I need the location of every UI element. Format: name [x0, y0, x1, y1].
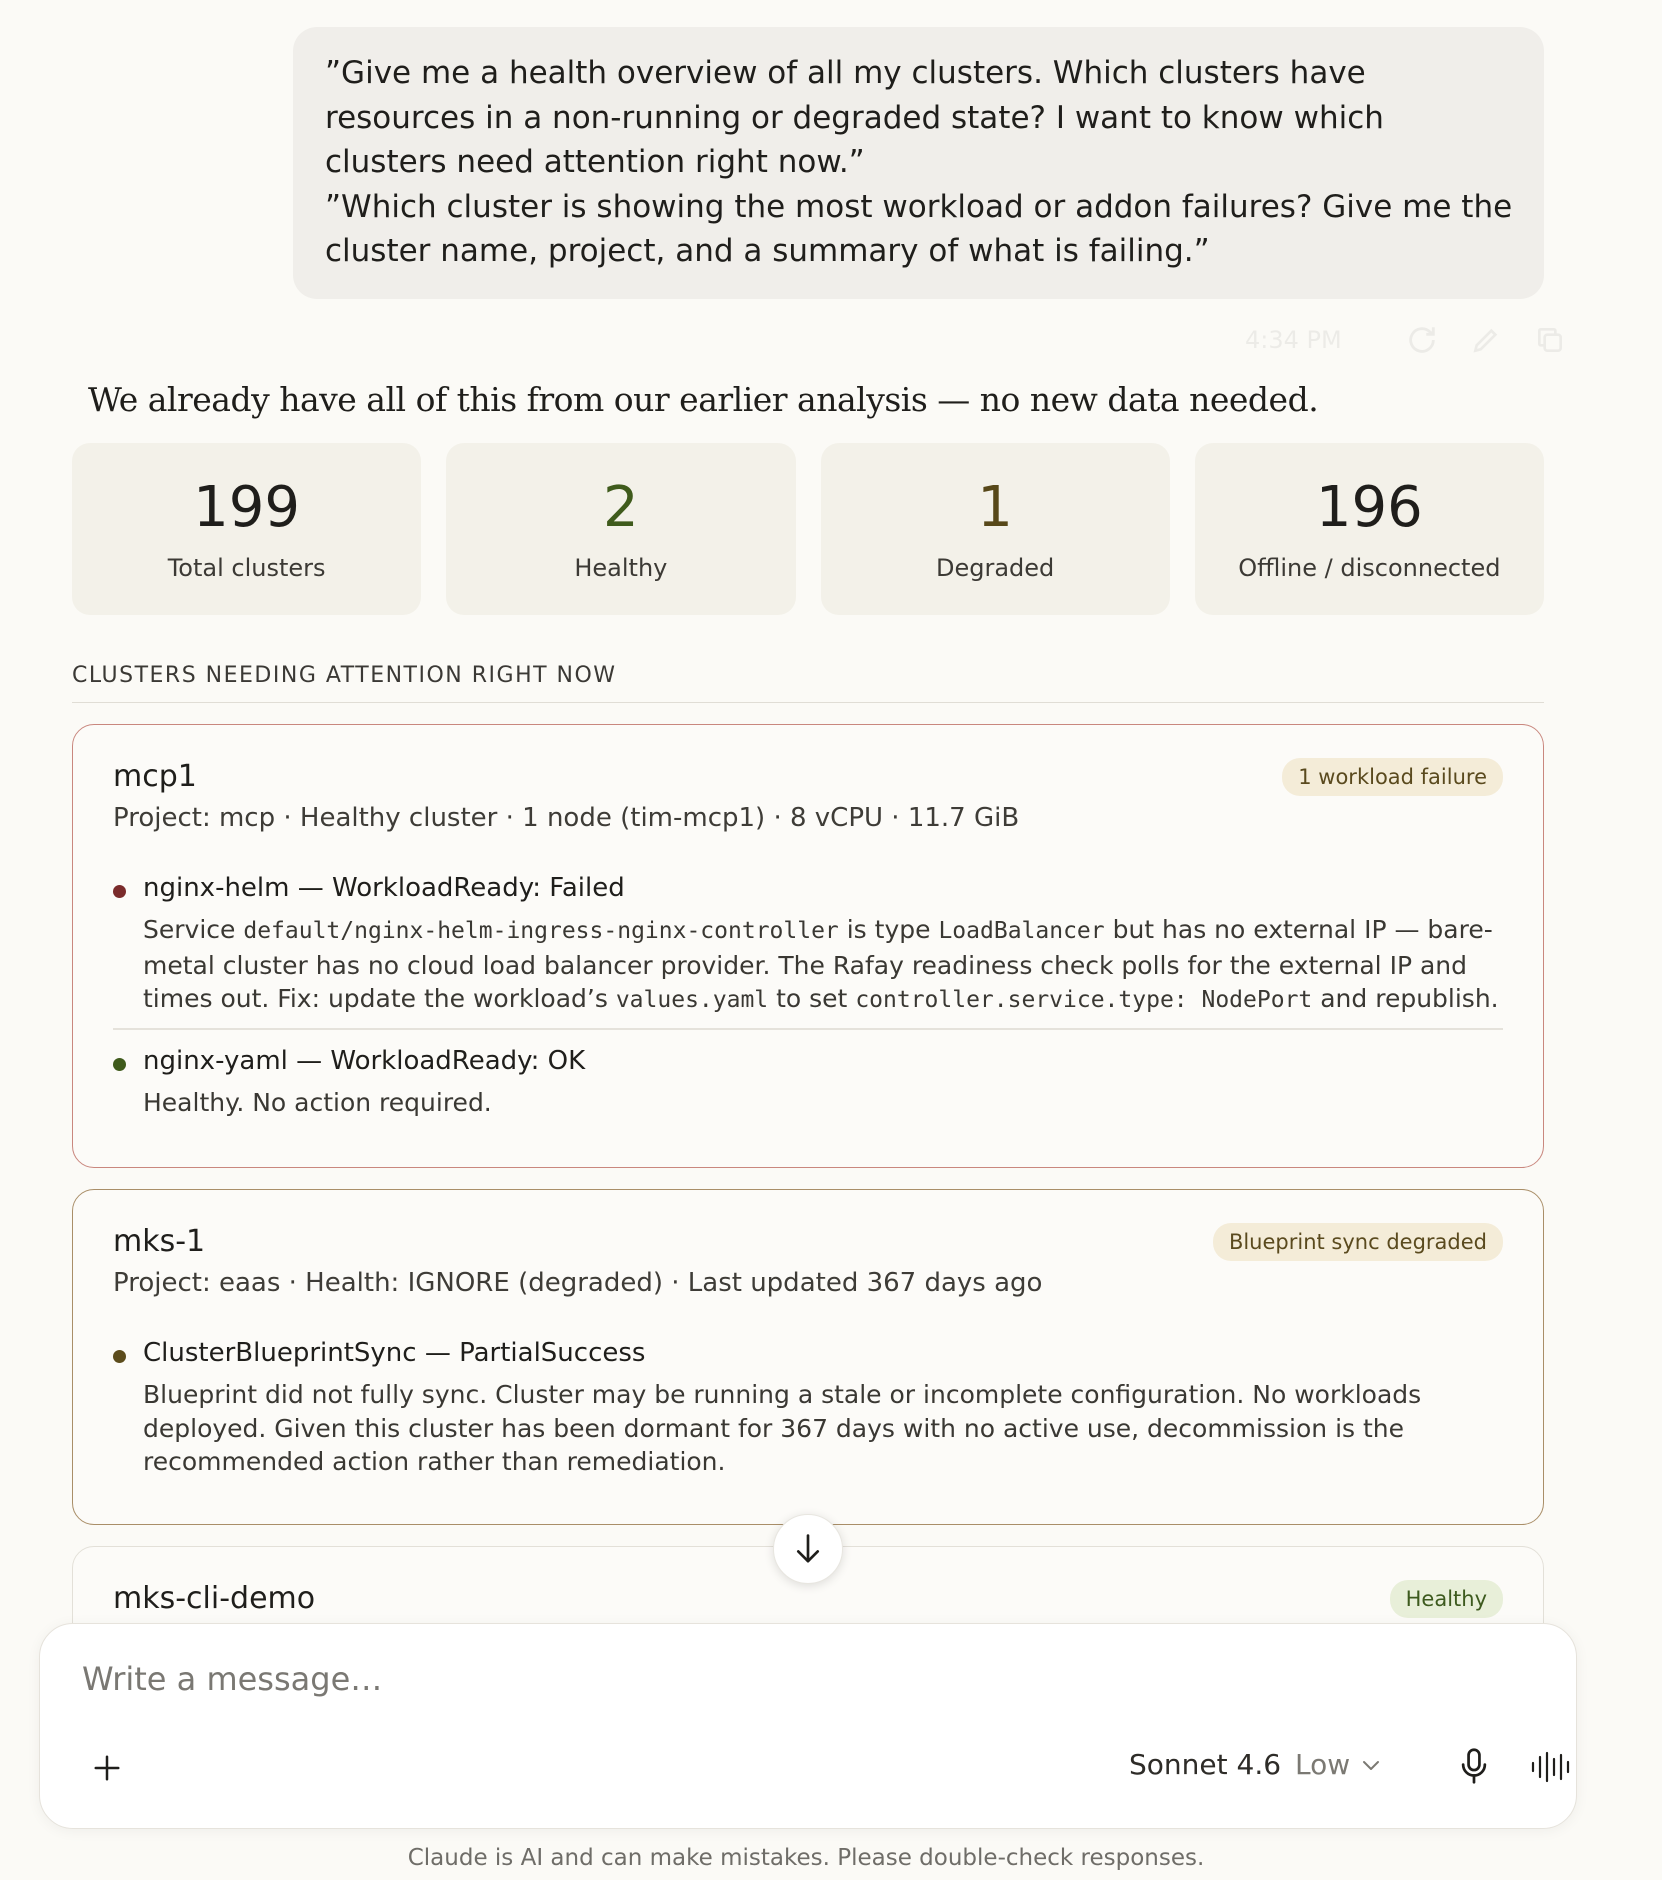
retry-icon[interactable] — [1402, 320, 1442, 360]
workload-description — [143, 913, 1503, 1018]
disclaimer: Claude is AI and can make mistakes. Please double-check responses. — [407, 1845, 1205, 1871]
desc-text: to set — [768, 984, 856, 1013]
edit-icon[interactable] — [1466, 320, 1506, 360]
desc-text: and republish. — [1312, 984, 1499, 1013]
stat-value: 1 — [977, 475, 1013, 540]
cluster-meta: Project: eaas · Health: IGNORE (degraded) · Last updated 367 days ago — [113, 1268, 1043, 1298]
cluster-card-mcp1 — [72, 724, 1544, 1168]
desc-text: Service — [143, 915, 244, 944]
desc-text: is type — [838, 915, 939, 944]
scroll-to-bottom-button[interactable] — [773, 1514, 843, 1584]
user-message-bubble — [293, 27, 1544, 299]
desc-code: LoadBalancer — [938, 918, 1105, 944]
arrow-down-icon — [793, 1532, 823, 1566]
status-badge: 1 workload failure — [1282, 758, 1503, 796]
user-message-line-1: ”Give me a health overview of all my clusters. Which clusters have resources in a non-running or degraded state? I want to know which clusters need attention right now.” — [325, 55, 1384, 180]
copy-icon[interactable] — [1530, 320, 1570, 360]
divider — [113, 1028, 1503, 1030]
workload-description: Healthy. No action required. — [143, 1088, 492, 1117]
stat-value: 199 — [193, 475, 301, 540]
assistant-intro: We already have all of this from our earlier analysis — no new data needed. — [88, 380, 1319, 419]
workload-item — [113, 1046, 1503, 1120]
workload-description: Blueprint did not fully sync. Cluster may be running a stale or incomplete configuration. No workloads deployed. Given this cluster has been dormant for 367 days with no active use, decommission is the recommended action rather than remediation. — [143, 1380, 1422, 1476]
workload-item — [113, 873, 1503, 1018]
cluster-card-mks-1 — [72, 1189, 1544, 1525]
cluster-name: mks-cli-demo — [113, 1581, 316, 1616]
desc-code: default/nginx-helm-ingress-nginx-controller — [243, 918, 839, 944]
message-input[interactable] — [82, 1654, 1482, 1704]
status-dot — [113, 1350, 126, 1363]
microphone-icon — [1460, 1747, 1488, 1785]
stat-healthy — [446, 443, 795, 615]
message-composer — [39, 1623, 1577, 1829]
dictation-button[interactable] — [1454, 1743, 1494, 1789]
stat-label: Total clusters — [167, 554, 326, 582]
chevron-down-icon — [1362, 1759, 1380, 1771]
workload-title: nginx-yaml — WorkloadReady: OK — [143, 1046, 586, 1076]
workload-item — [113, 1338, 1503, 1479]
stat-total-clusters — [72, 443, 421, 615]
message-time: 4:34 PM — [1245, 326, 1342, 354]
workload-title: nginx-helm — WorkloadReady: Failed — [143, 873, 625, 903]
stat-label: Offline / disconnected — [1238, 554, 1501, 582]
desc-code: values.yaml — [615, 987, 769, 1013]
stat-value: 2 — [603, 475, 639, 540]
stat-value: 196 — [1315, 475, 1423, 540]
stat-label: Degraded — [935, 554, 1055, 582]
model-name: Sonnet 4.6 — [1129, 1748, 1282, 1781]
model-selector[interactable] — [1129, 1748, 1380, 1781]
cluster-name: mcp1 — [113, 759, 197, 794]
model-effort: Low — [1295, 1748, 1351, 1781]
stat-degraded — [821, 443, 1170, 615]
status-dot — [113, 1058, 126, 1071]
add-attachment-button[interactable] — [84, 1745, 130, 1791]
cluster-name: mks-1 — [113, 1224, 206, 1259]
voice-waveform-icon — [1530, 1751, 1574, 1783]
desc-code: controller.service.type: NodePort — [855, 987, 1313, 1013]
stat-offline — [1195, 443, 1544, 615]
user-message-line-2: ”Which cluster is showing the most workload or addon failures? Give me the cluster name, project, and a summary of what is failing.” — [325, 188, 1513, 269]
status-badge: Blueprint sync degraded — [1213, 1223, 1503, 1261]
status-badge: Healthy — [1390, 1580, 1503, 1618]
stat-label: Healthy — [574, 554, 668, 582]
voice-mode-button[interactable] — [1528, 1745, 1576, 1789]
section-heading: CLUSTERS NEEDING ATTENTION RIGHT NOW — [72, 663, 1544, 703]
message-actions — [1245, 320, 1570, 360]
status-dot — [113, 885, 126, 898]
stats-row — [72, 443, 1544, 615]
plus-icon — [92, 1753, 122, 1783]
workload-title: ClusterBlueprintSync — PartialSuccess — [143, 1338, 646, 1368]
desc-text: but has no external IP — bare-metal cluster has no cloud load balancer provider. The Rafay readiness check polls for the external IP and times out. Fix: update the workload’s — [143, 915, 1493, 1013]
cluster-meta: Project: mcp · Healthy cluster · 1 node (tim-mcp1) · 8 vCPU · 11.7 GiB — [113, 803, 1020, 833]
